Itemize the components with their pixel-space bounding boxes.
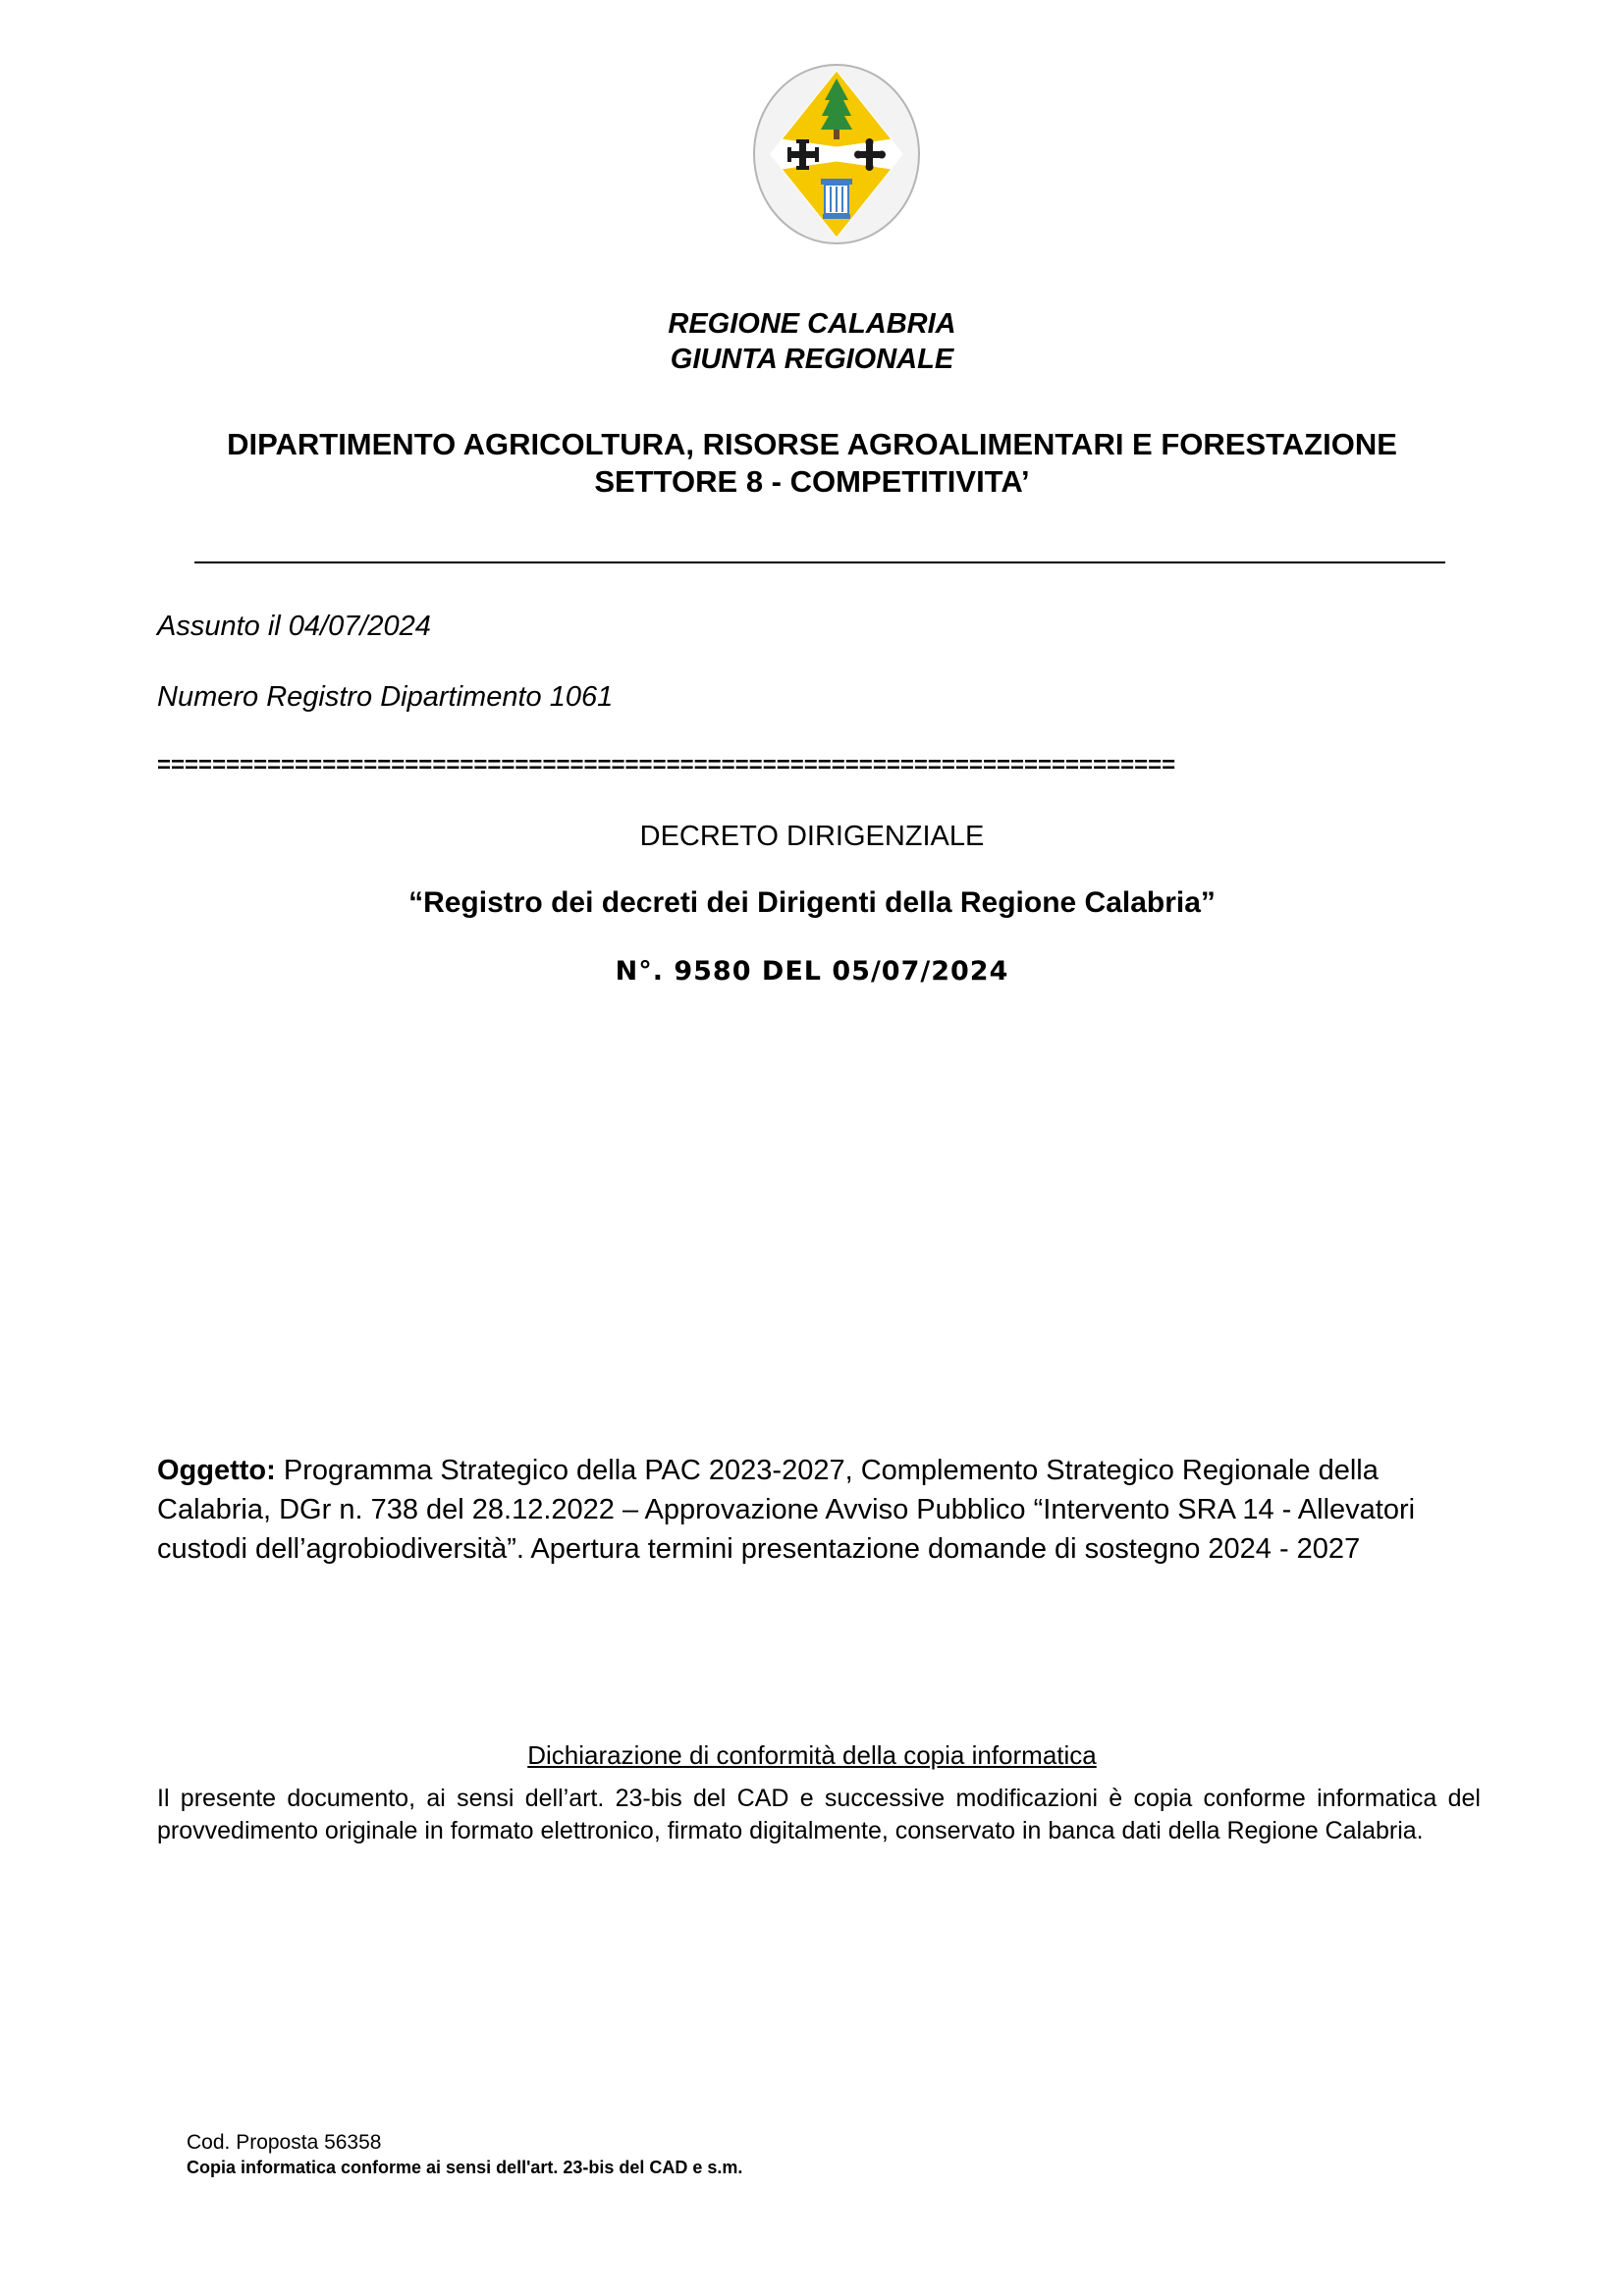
header-sector: SETTORE 8 - COMPETITIVITA’ [594,464,1030,499]
decree-number: N°. 9580 DEL 05/07/2024 [615,956,1009,987]
footer-proposal-code: Cod. Proposta 56358 [187,2131,382,2154]
decree-registry: “Registro dei decreti dei Dirigenti della Regione Calabria” [408,886,1216,919]
footer-copy-notice: Copia informatica conforme ai sensi dell'art. 23-bis del CAD e s.m. [187,2158,743,2177]
header-council: GIUNTA REGIONALE [670,344,954,375]
subject-text: Programma Strategico della PAC 2023-2027, Complemento Strategico Regionale della Calabria, DGr n. 738 del 28.12.2022 – Approvazione Avviso Pubblico “Intervento SRA 14 - Allevatori custodi dell’agrobiodiversità”. Apertura termini presentazione domande di sostegno 2024 - 2027 [157,1455,1416,1565]
decree-title: DECRETO DIRIGENZIALE [639,821,985,852]
subject-paragraph [157,1451,1483,1569]
registro-number: Numero Registro Dipartimento 1061 [157,681,614,713]
header-department: DIPARTIMENTO AGRICOLTURA, RISORSE AGROALIMENTARI E FORESTAZIONE [227,427,1397,461]
conformity-body: Il presente documento, ai sensi dell’art. 23-bis del CAD e successive modificazioni è copia conforme informatica del provvedimento originale in formato elettronico, firmato digitalmente, conservato in banca dati della Regione Calabria. [157,1785,1481,1844]
double-rule-separator: ========================================================================== [157,752,1176,778]
header-region: REGIONE CALABRIA [668,308,956,340]
assunto-date: Assunto il 04/07/2024 [157,611,431,642]
regione-calabria-emblem [752,63,921,245]
header-rule [194,561,1445,563]
conformity-title: Dichiarazione di conformità della copia informatica [527,1740,1097,1770]
subject-label: Oggetto: [157,1455,276,1486]
